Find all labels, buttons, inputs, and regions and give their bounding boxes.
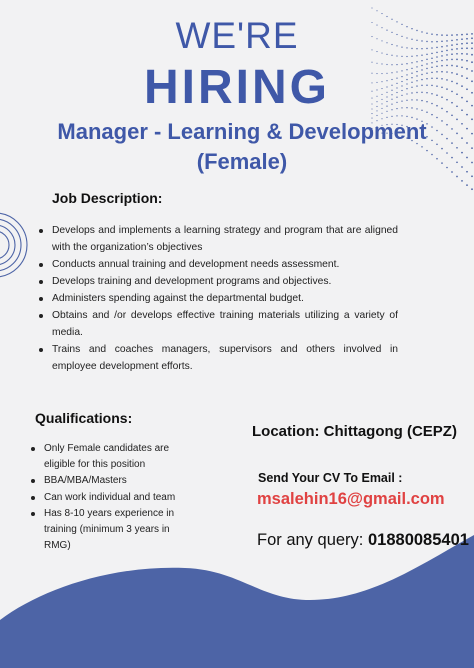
query-contact [257, 531, 469, 550]
left-arc-rings [0, 213, 27, 277]
list-item: Develops and implements a learning strategy and program that are aligned with the organization’s objectives [38, 222, 398, 256]
list-item: Conducts annual training and development needs assessment. [38, 256, 398, 273]
qualifications-heading: Qualifications: [35, 410, 133, 426]
job-role-title [0, 117, 474, 177]
list-item: Only Female candidates are eligible for this position [30, 441, 190, 473]
list-item: Obtains and /or develops effective training materials utilizing a variety of media. [38, 307, 398, 341]
send-cv-label: Send Your CV To Email : [258, 471, 403, 485]
pattern-dot [466, 184, 468, 186]
bottom-wave-shape [0, 535, 474, 668]
pattern-dot [376, 10, 377, 11]
list-item: Trains and coaches managers, supervisors and others involved in employee development efforts. [38, 341, 398, 375]
location-text: Location: Chittagong (CEPZ) [252, 423, 457, 440]
job-role-line2: (Female) [196, 149, 288, 174]
list-item: Administers spending against the departmental budget. [38, 290, 398, 307]
pattern-dot [371, 7, 372, 8]
job-role-line1: Manager - Learning & Development [57, 119, 427, 144]
list-item: Can work individual and team [30, 490, 190, 506]
query-label: For any query: [257, 531, 364, 549]
list-item: Develops training and development programs and objectives. [38, 273, 398, 290]
headline-hiring: HIRING [144, 61, 330, 114]
list-item: BBA/MBA/Masters [30, 473, 190, 489]
phone-number[interactable]: 01880085401 [367, 531, 469, 549]
job-description-heading: Job Description: [52, 190, 163, 206]
pattern-dot [471, 188, 473, 190]
headline-were: WE'RE [175, 15, 299, 56]
job-description-list [38, 222, 398, 375]
pattern-dot [461, 180, 463, 182]
list-item: Has 8-10 years experience in training (minimum 3 years in RMG) [30, 506, 190, 555]
qualifications-list [30, 441, 190, 554]
email-address[interactable]: msalehin16@gmail.com [257, 490, 445, 508]
